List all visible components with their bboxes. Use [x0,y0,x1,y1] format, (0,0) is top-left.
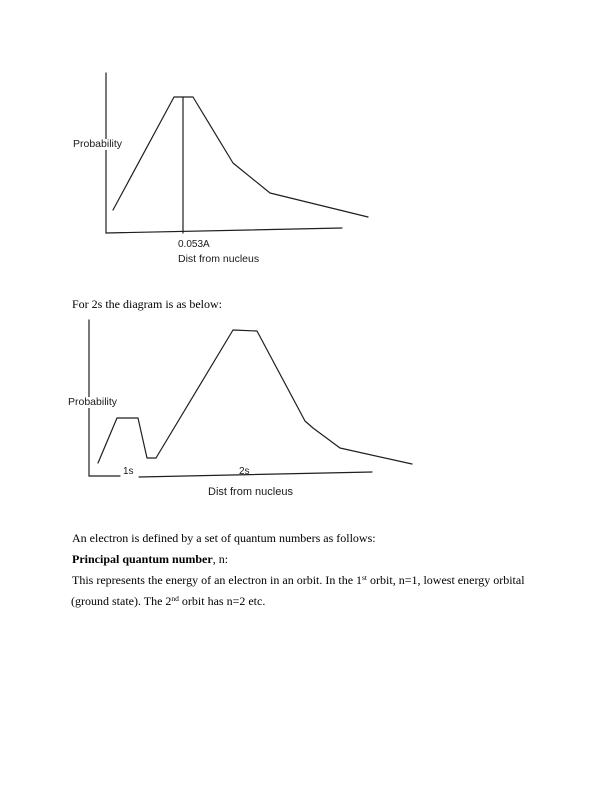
superscript-st: st [362,573,368,582]
chart2-curve [98,330,412,464]
chart2-y-axis-label: Probability [68,396,118,408]
principal-quantum-number-suffix: , n: [212,552,229,566]
chart1-peak-tick-label: 0.053A [178,239,210,250]
chart1-curve [113,97,368,217]
chart1-x-axis-label: Dist from nucleus [178,253,260,265]
chart2-x-axis-label: Dist from nucleus [208,486,293,498]
paragraph-for-2s-intro: For 2s the diagram is as below: [72,297,222,311]
chart2-1s-label: 1s [123,466,134,477]
orbit-energy-text-1: This represents the energy of an electron in an orbit. In the 1 [72,573,363,587]
superscript-nd: nd [171,594,179,603]
chart2-x-axis-segment-2 [139,472,372,477]
chart1-x-axis [106,228,342,233]
paragraph-electron-definition: An electron is defined by a set of quantum numbers as follows: [72,531,376,545]
paragraph-principal-quantum-number [72,552,228,566]
chart2-2s-label: 2s [239,466,250,477]
paragraph-ground-state [71,594,265,608]
paragraph-orbit-energy [72,573,525,587]
ground-state-text-2: orbit has n=2 etc. [178,594,266,608]
ground-state-text-1: (ground state). The 2 [71,594,172,608]
orbit-energy-text-2: orbit, n=1, lowest energy orbital [367,573,525,587]
principal-quantum-number-heading: Principal quantum number [72,552,213,566]
chart1-y-axis-label: Probability [73,138,123,150]
